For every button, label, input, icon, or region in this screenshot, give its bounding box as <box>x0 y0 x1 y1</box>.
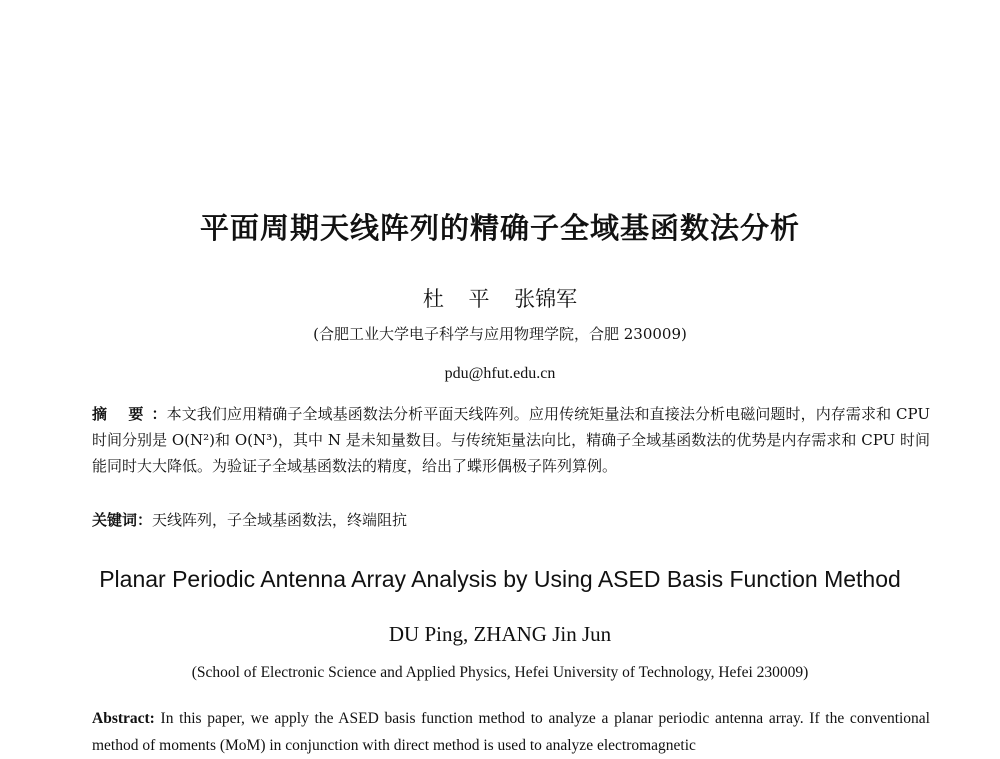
chinese-keywords-text: 天线阵列，子全域基函数法，终端阻抗 <box>152 511 408 529</box>
chinese-authors: 杜 平 张锦军 <box>422 287 578 311</box>
english-title: Planar Periodic Antenna Array Analysis by Using ASED Basis Function Method <box>99 566 901 592</box>
english-affiliation: (School of Electronic Science and Applied Physics, Hefei University of Technology, Hefei 230009) <box>191 664 809 681</box>
chinese-abstract <box>92 401 930 479</box>
chinese-keywords <box>92 507 930 533</box>
chinese-abstract-colon: ： <box>151 405 167 423</box>
english-abstract-label: Abstract: <box>92 710 155 727</box>
author-email: pdu@hfut.edu.cn <box>444 365 556 382</box>
english-authors: DU Ping, ZHANG Jin Jun <box>388 622 612 646</box>
english-abstract-text: In this paper, we apply the ASED basis function method to analyze a planar periodic antenna array. If the conventional method of moments (MoM) in conjunction with direct method is used to analyze electromagnetic <box>92 710 930 754</box>
english-abstract <box>92 705 930 759</box>
chinese-abstract-text: 本文我们应用精确子全域基函数法分析平面天线阵列。应用传统矩量法和直接法分析电磁问题时，内存需求和 CPU 时间分别是 O(N²)和 O(N³)，其中 N 是未知量数目。与传统矩量法向比，精确子全域基函数法的优势是内存需求和 CPU 时间能同时大大降低。为验证子全域基函数法的精度，给出了蝶形偶极子阵列算例。 <box>92 405 930 475</box>
chinese-title: 平面周期天线阵列的精确子全域基函数法分析 <box>199 211 800 245</box>
chinese-affiliation: (合肥工业大学电子科学与应用物理学院，合肥 230009) <box>313 325 687 343</box>
chinese-abstract-label: 摘 要 <box>92 405 152 423</box>
chinese-keywords-label: 关键词： <box>92 511 153 529</box>
